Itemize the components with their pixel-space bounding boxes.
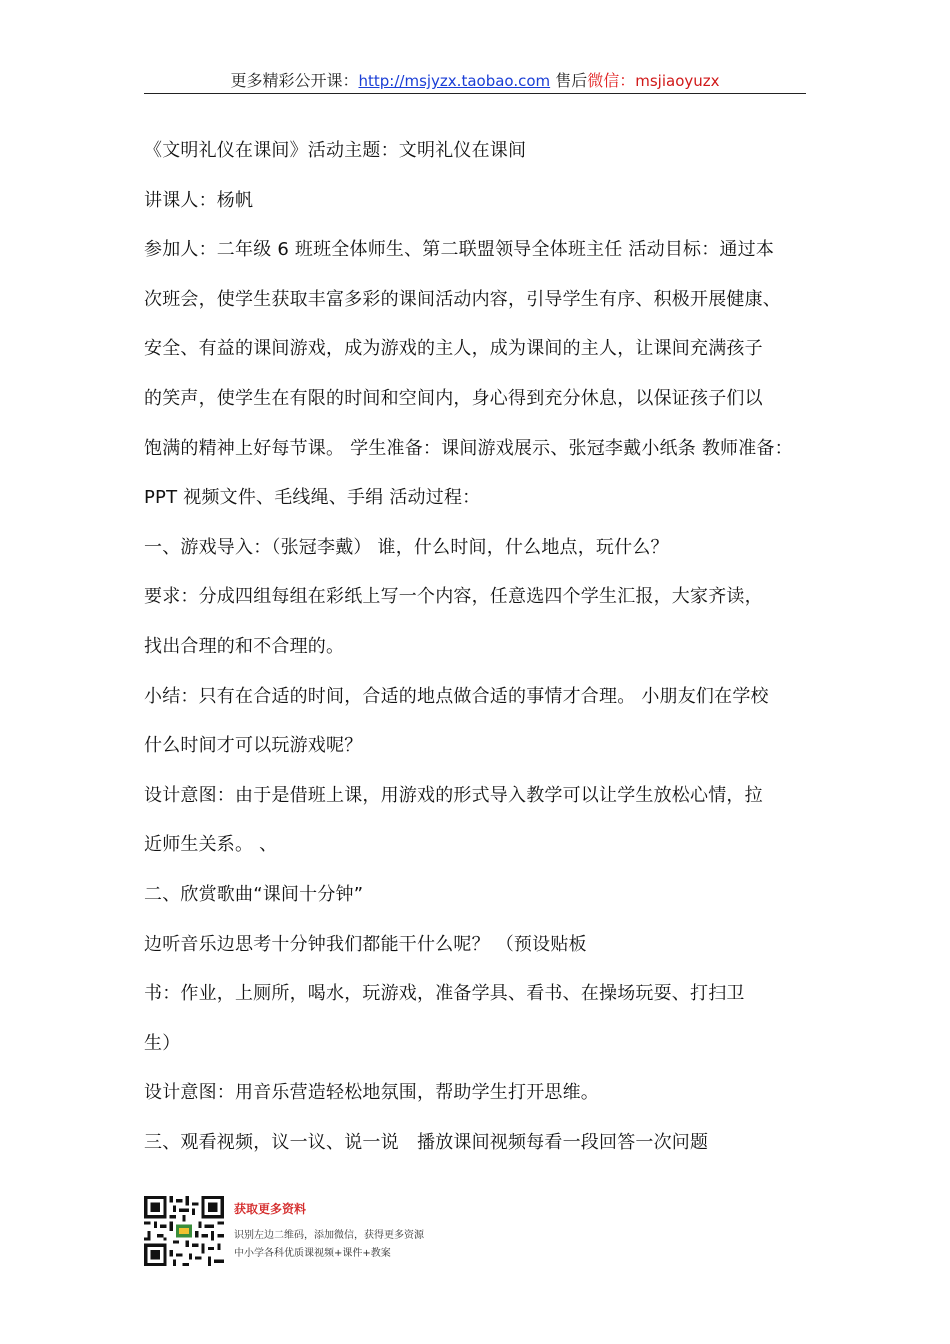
header-divider	[144, 93, 806, 94]
footer-resources: 中小学各科优质课视频+课件+教案	[234, 1248, 391, 1259]
page-header	[144, 68, 806, 94]
paragraph: 《文明礼仪在课间》活动主题：文明礼仪在课间	[144, 140, 527, 161]
footer-instruction: 识别左边二维码，添加微信，获得更多资源	[234, 1230, 424, 1241]
paragraph: 的笑声，使学生在有限的时间和空间内，身心得到充分休息，以保证孩子们以	[144, 387, 763, 409]
footer-promo	[144, 1196, 484, 1268]
wechat-id: msjiaoyuzx	[635, 72, 720, 90]
paragraph: 三、观看视频，议一议、说一说 播放课间视频每看一段回答一次问题	[144, 1131, 709, 1153]
paragraph: 一、游戏导入：（张冠李戴） 谁，什么时间，什么地点，玩什么？	[144, 536, 669, 558]
paragraph: 边听音乐边思考十分钟我们都能干什么呢？ （预设贴板	[144, 933, 587, 955]
paragraph: 安全、有益的课间游戏，成为游戏的主人，成为课间的主人，让课间充满孩子	[144, 338, 763, 360]
paragraph: 生）	[144, 1032, 181, 1054]
paragraph: 饱满的精神上好每节课。 学生准备：课间游戏展示、张冠李戴小纸条 教师准备：	[144, 437, 793, 459]
paragraph: 要求：分成四组每组在彩纸上写一个内容，任意选四个学生汇报，大家齐读，	[144, 586, 763, 608]
paragraph: 次班会，使学生获取丰富多彩的课间活动内容，引导学生有序、积极开展健康、	[144, 288, 781, 310]
paragraph: 设计意图：用音乐营造轻松地氛围，帮助学生打开思维。	[144, 1082, 599, 1104]
paragraph: 设计意图：由于是借班上课，用游戏的形式导入教学可以让学生放松心情，拉	[144, 784, 763, 806]
shop-link[interactable]: http://msjyzx.taobao.com	[358, 72, 551, 90]
header-prefix: 更多精彩公开课：	[230, 71, 359, 90]
paragraph: 书：作业，上厕所，喝水，玩游戏，准备学具、看书、在操场玩耍、打扫卫	[144, 983, 745, 1005]
after-sales-label: 售后	[550, 71, 588, 90]
qr-code-icon[interactable]	[144, 1196, 224, 1266]
document-body	[144, 126, 816, 1167]
footer-title: 获取更多资料	[234, 1202, 307, 1216]
paragraph: 二、欣赏歌曲“课间十分钟”	[144, 883, 364, 905]
paragraph: 讲课人：杨帆	[144, 189, 254, 211]
paragraph: 小结：只有在合适的时间，合适的地点做合适的事情才合理。 小朋友们在学校	[144, 685, 769, 707]
paragraph: 参加人：二年级 6 班班全体师生、第二联盟领导全体班主任 活动目标：通过本	[144, 239, 775, 261]
paragraph: PPT 视频文件、毛线绳、手绢 活动过程：	[144, 487, 481, 509]
wechat-label: 微信：	[587, 71, 636, 90]
paragraph: 近师生关系。 、	[144, 834, 278, 856]
paragraph: 什么时间才可以玩游戏呢？	[144, 735, 363, 757]
paragraph: 找出合理的和不合理的。	[144, 635, 345, 657]
